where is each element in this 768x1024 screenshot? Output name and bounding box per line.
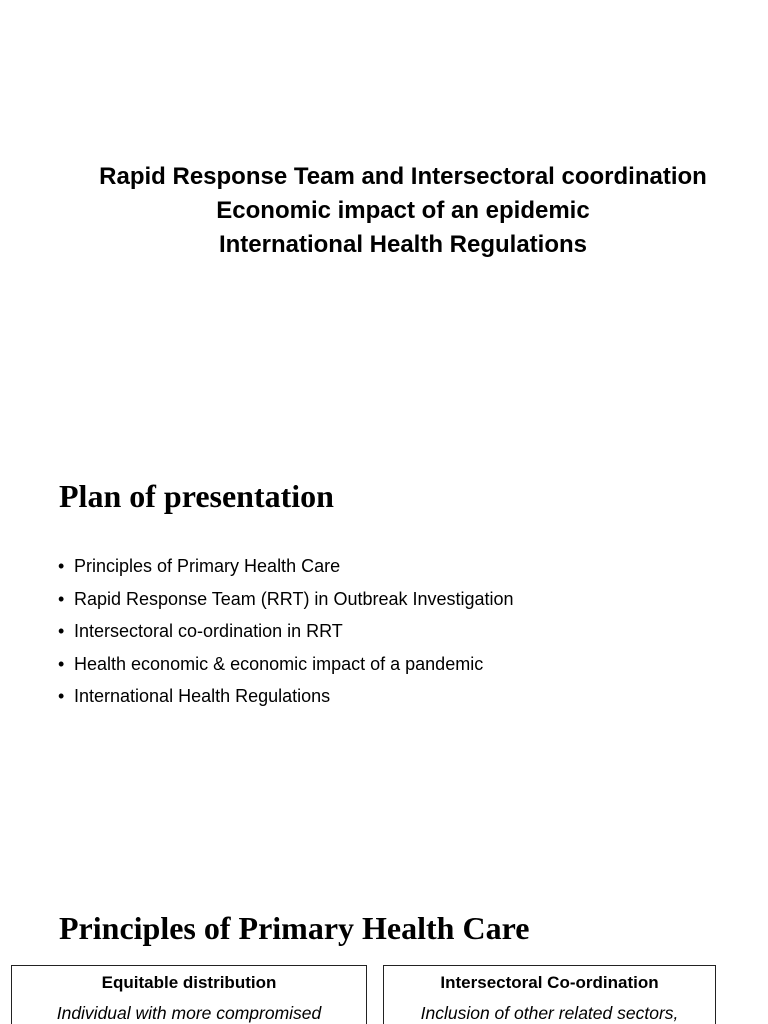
list-item	[58, 648, 514, 681]
list-item-text: International Health Regulations	[74, 686, 331, 706]
bullet-icon: •	[58, 621, 65, 641]
plan-heading: Plan of presentation	[59, 478, 334, 514]
bullet-icon: •	[58, 556, 65, 576]
box-title: Intersectoral Co-ordination	[440, 973, 659, 992]
bullet-icon: •	[58, 588, 65, 609]
title-line: Economic impact of an epidemic	[216, 197, 590, 224]
list-item	[58, 550, 514, 583]
bullet-icon: •	[58, 653, 65, 674]
principle-box-equitable	[11, 965, 367, 1024]
plan-bullet-list	[58, 550, 514, 713]
principle-box-intersectoral	[383, 965, 716, 1024]
phc-heading: Principles of Primary Health Care	[59, 910, 530, 946]
list-item	[58, 680, 514, 713]
list-item-text: Rapid Response Team (RRT) in Outbreak Investigation	[74, 588, 514, 609]
title-line: International Health Regulations	[218, 231, 588, 258]
list-item-text: Health economic & economic impact of a pandemic	[74, 653, 484, 674]
list-item	[58, 583, 514, 616]
list-item	[58, 615, 514, 648]
slide-title	[40, 160, 766, 262]
bullet-icon: •	[58, 686, 65, 706]
list-item-text: Intersectoral co-ordination in RRT	[74, 621, 343, 641]
box-title: Equitable distribution	[101, 973, 277, 992]
title-line: Rapid Response Team and Intersectoral coordination	[99, 163, 707, 190]
box-text: Individual with more compromised	[56, 1003, 322, 1023]
box-text: Inclusion of other related sectors,	[420, 1003, 679, 1023]
list-item-text: Principles of Primary Health Care	[74, 556, 341, 576]
